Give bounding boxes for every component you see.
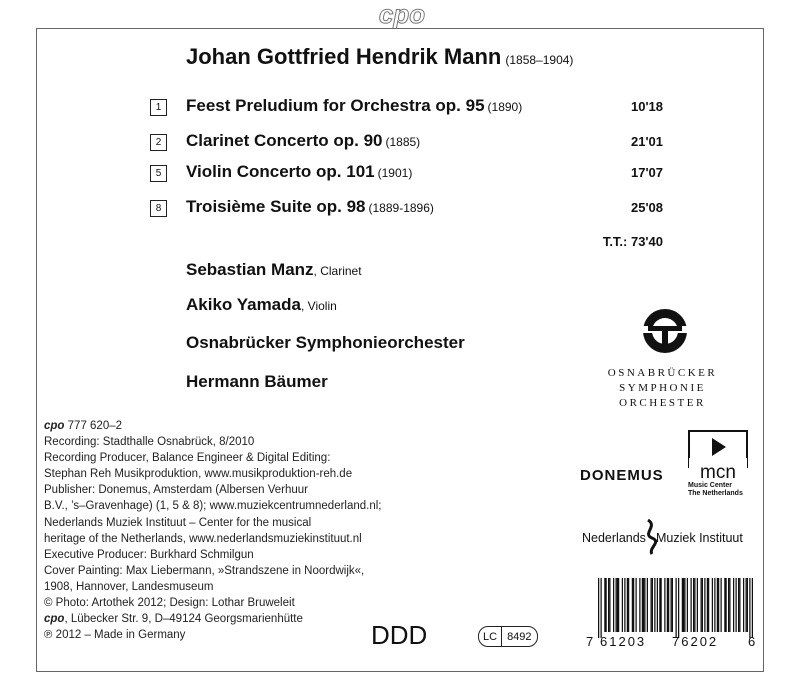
credits-block <box>44 418 382 643</box>
orchestra-logo-line: ORCHESTER <box>619 397 706 409</box>
performer-name: Sebastian Manz <box>186 260 314 279</box>
track-row <box>150 96 670 120</box>
barcode-bar <box>707 578 708 632</box>
credit-line: Executive Producer: Burkhard Schmilgun <box>44 548 254 561</box>
track-year: (1901) <box>377 166 413 180</box>
barcode-bar <box>729 578 730 632</box>
barcode-bar <box>718 578 719 632</box>
mcn-caption-line: Music Center <box>688 482 732 489</box>
catalog-number: 777 620–2 <box>64 420 123 432</box>
nmi-right: Muziek Instituut <box>656 531 743 545</box>
track-duration: 10'18 <box>630 99 663 114</box>
barcode-bar <box>624 578 625 632</box>
credit-line: Cover Painting: Max Liebermann, »Strandszene in Noordwijk«, <box>44 564 365 577</box>
track-number: 2 <box>150 134 167 151</box>
barcode-bar <box>726 578 727 632</box>
mcn-caption-line: The Netherlands <box>688 490 743 497</box>
barcode-bar <box>687 578 688 632</box>
barcode-bar <box>693 578 694 632</box>
address-line <box>44 611 382 627</box>
copyright-line: ℗ 2012 – Made in Germany <box>44 629 186 642</box>
barcode-bar <box>671 578 672 632</box>
barcode-bar <box>601 578 602 638</box>
nmi-left: Nederlands <box>582 531 646 545</box>
track-year: (1885) <box>385 135 421 149</box>
barcode-bar <box>736 578 737 632</box>
cpo-logo-text: cpo <box>378 2 426 28</box>
barcode-bar <box>678 578 679 638</box>
barcode-bar <box>618 578 619 632</box>
barcode-bar <box>651 578 652 632</box>
barcode-bar <box>622 578 623 632</box>
mcn-caption <box>688 482 763 498</box>
barcode-bar <box>752 578 753 638</box>
track-year: (1889-1896) <box>368 201 434 215</box>
barcode-bar <box>628 578 629 632</box>
barcode-bar <box>728 578 729 632</box>
barcode-bar <box>708 578 709 632</box>
barcode-bar <box>747 578 748 632</box>
barcode-trail: 6 <box>748 634 756 648</box>
track-duration: 25'08 <box>630 200 663 215</box>
track-row <box>150 131 670 155</box>
barcode-bar <box>644 578 645 632</box>
label-code <box>478 626 538 647</box>
cpo-inline-logo: cpo <box>44 613 65 626</box>
barcode-bar <box>697 578 698 632</box>
credit-line: 1908, Hannover, Landesmuseum <box>44 580 214 593</box>
track-duration: 21'01 <box>630 134 663 149</box>
barcode-bar <box>694 578 695 632</box>
credit-line: B.V., ’s–Gravenhage) (1, 5 & 8); www.muziekcentrumnederland.nl; <box>44 500 382 513</box>
address: , Lübecker Str. 9, D–49124 Georgsmarienhütte <box>64 613 303 626</box>
track-number: 5 <box>150 165 167 182</box>
barcode-bar <box>598 578 599 638</box>
barcode-bar <box>683 578 684 632</box>
credit-line: Recording Producer, Balance Engineer & Digital Editing: <box>44 452 331 465</box>
barcode-bar <box>633 578 634 632</box>
credit-line: Stephan Reh Musikproduktion, www.musikproduktion-reh.de <box>44 468 353 481</box>
barcode-bar <box>608 578 609 632</box>
composer-name: Johan Gottfried Hendrik Mann <box>186 44 502 69</box>
barcode-bar <box>636 578 637 632</box>
barcode-bar <box>733 578 734 632</box>
barcode-bar <box>714 578 715 632</box>
barcode-bar <box>746 578 747 632</box>
barcode <box>586 578 758 648</box>
barcode-bar <box>704 578 705 632</box>
track-row <box>150 162 670 186</box>
performer-name: Hermann Bäumer <box>186 372 328 391</box>
donemus-logo-text: DONEMUS <box>580 467 664 484</box>
barcode-bar <box>664 578 665 632</box>
performer <box>186 295 337 315</box>
track-title: Feest Preludium for Orchestra op. 95 <box>186 96 485 115</box>
total-time: T.T.: 73'40 <box>602 234 663 249</box>
orchestra-emblem-icon <box>640 306 690 356</box>
cpo-inline-logo: cpo <box>44 420 65 432</box>
credit-line: heritage of the Netherlands, www.nederlandsmuziekinstituut.nl <box>44 532 362 545</box>
barcode-bar <box>652 578 653 632</box>
performer-name: Akiko Yamada <box>186 295 301 314</box>
barcode-bar <box>661 578 662 632</box>
performer-role: , Violin <box>300 299 337 313</box>
barcode-bar <box>739 578 740 632</box>
track-number: 8 <box>150 200 167 217</box>
barcode-bar <box>738 578 739 632</box>
performer-role: , Clarinet <box>313 264 362 278</box>
barcode-bar <box>672 578 673 632</box>
track-year: (1890) <box>487 100 523 114</box>
barcode-bar <box>701 578 702 632</box>
barcode-bar <box>721 578 722 632</box>
barcode-bar <box>613 578 614 632</box>
barcode-bar <box>639 578 640 632</box>
barcode-bar <box>717 578 718 632</box>
barcode-bar <box>643 578 644 632</box>
barcode-bar <box>657 578 658 632</box>
barcode-bar <box>667 578 668 632</box>
composer-heading <box>186 44 573 70</box>
performer <box>186 260 362 280</box>
barcode-bar <box>682 578 683 632</box>
barcode-bar <box>659 578 660 632</box>
cpo-logo <box>370 2 434 28</box>
track-duration: 17'07 <box>630 165 663 180</box>
credit-line: Publisher: Donemus, Amsterdam (Albersen Verhuur <box>44 484 308 497</box>
barcode-bar <box>749 578 750 638</box>
credit-line: Recording: Stadthalle Osnabrück, 8/2010 <box>44 436 255 449</box>
barcode-bar <box>604 578 605 632</box>
barcode-group1: 61203 <box>600 634 647 648</box>
lc-text: LC <box>479 627 502 646</box>
track-row <box>150 197 670 221</box>
mcn-letters: mcn <box>700 462 736 482</box>
lc-number: 8492 <box>507 630 532 643</box>
barcode-bar <box>668 578 669 632</box>
barcode-bar <box>712 578 713 632</box>
donemus-logo <box>578 452 674 492</box>
composer-dates: (1858–1904) <box>505 53 574 67</box>
track-title: Clarinet Concerto op. 90 <box>186 131 383 150</box>
barcode-bar <box>632 578 633 632</box>
credit-line: © Photo: Artothek 2012; Design: Lothar Bruweleit <box>44 597 295 610</box>
barcode-bar <box>676 578 677 638</box>
catalog-line <box>44 418 382 434</box>
track-number: 1 <box>150 99 167 116</box>
barcode-bar <box>617 578 618 632</box>
ddd-code: DDD <box>371 620 428 650</box>
barcode-bar <box>606 578 607 632</box>
barcode-bar <box>616 578 617 632</box>
performer <box>186 372 328 392</box>
barcode-bar <box>642 578 643 632</box>
credit-line: Nederlands Muziek Instituut – Center for the musical <box>44 516 312 529</box>
performer-name: Osnabrücker Symphonieorchester <box>186 333 465 352</box>
barcode-lead: 7 <box>586 634 594 648</box>
track-title: Violin Concerto op. 101 <box>186 162 375 181</box>
barcode-bar <box>609 578 610 632</box>
orchestra-logo-text <box>590 366 735 411</box>
barcode-bar <box>627 578 628 632</box>
barcode-bar <box>702 578 703 632</box>
performer <box>186 333 465 353</box>
barcode-bar <box>691 578 692 632</box>
barcode-bar <box>647 578 648 632</box>
barcode-group2: 76202 <box>672 634 719 648</box>
barcode-bar <box>743 578 744 632</box>
nmi-logo <box>582 516 762 556</box>
barcode-bar <box>724 578 725 632</box>
orchestra-logo-line: SYMPHONIE <box>619 382 706 394</box>
track-title: Troisième Suite op. 98 <box>186 197 366 216</box>
barcode-bar <box>684 578 685 632</box>
orchestra-logo-line: OSNABRÜCKER <box>607 367 718 379</box>
barcode-bar <box>654 578 655 632</box>
